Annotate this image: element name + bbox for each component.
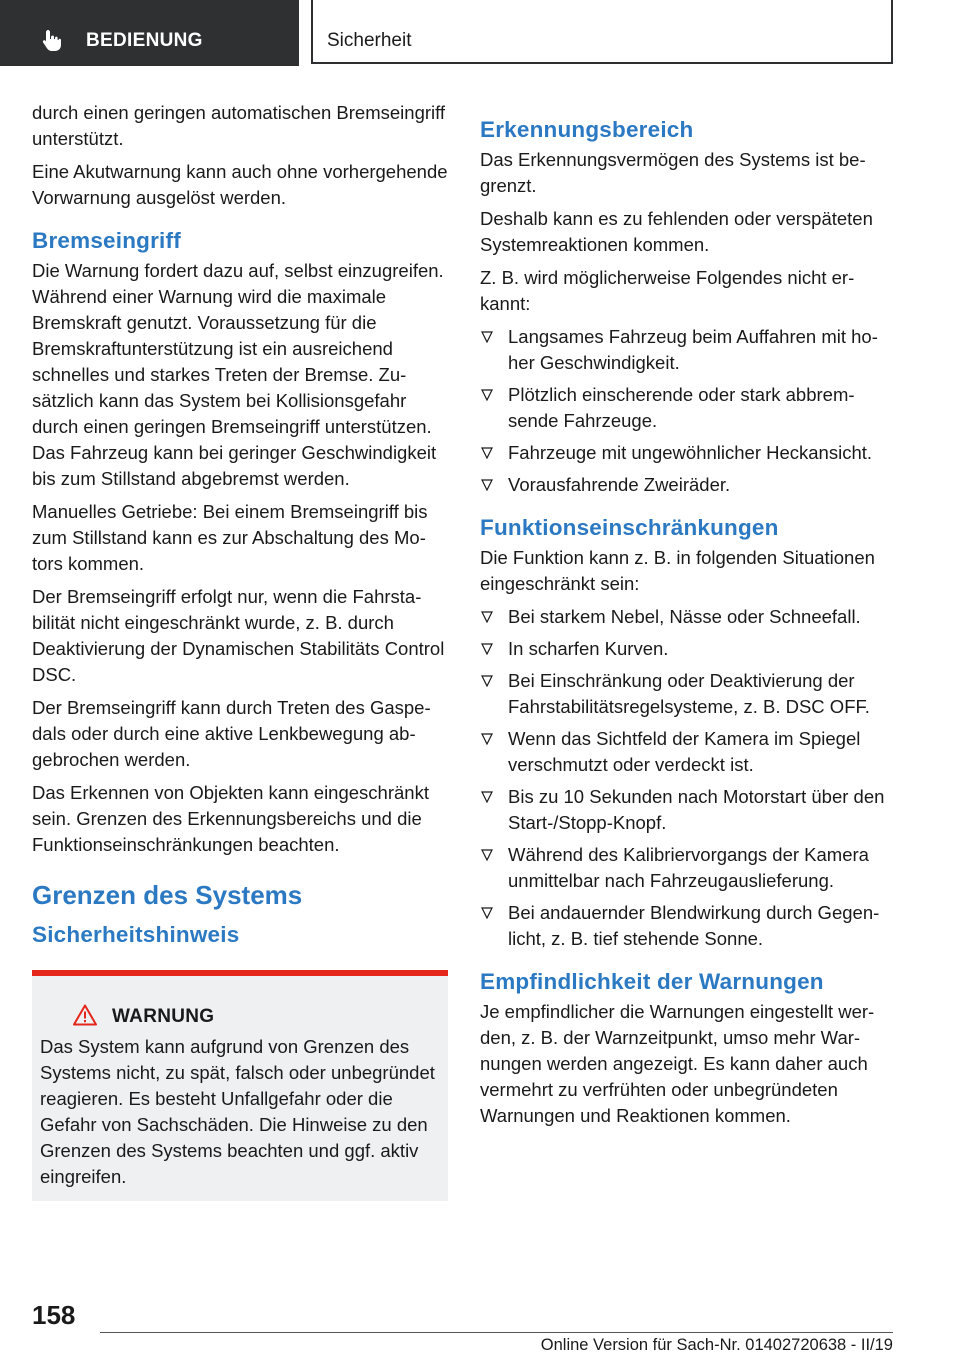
paragraph: Die Warnung fordert dazu auf, selbst einzugreifen. Während einer Warnung wird die maximale Bremskraft genutzt. Voraussetzung für die Bremskraftunterstützung ist ein ausreichend schnelles und starkes Treten der Bremse. Zusätzlich kann das System bei Kollisionsgefahr durch einen geringen Bremseingriff unterstützen. Das Fahrzeug kann bei geringer Geschwindigkeit bis zum Stillstand abgebremst werden. — [32, 260, 444, 489]
paragraph: Manuelles Getriebe: Bei einem Bremseingriff bis zum Stillstand kann es zur Abschaltung des Motors kommen. — [32, 501, 428, 574]
heading-funktionseinschraenkungen: Funktionseinschränkungen — [480, 515, 779, 540]
paragraph: Das Erkennungsvermögen des Systems ist begrenzt. — [480, 149, 866, 196]
heading-sicherheitshinweis: Sicherheitshinweis — [32, 922, 240, 947]
section-title: Sicherheit — [327, 30, 412, 51]
heading-bremseingriff: Bremseingriff — [32, 228, 181, 253]
paragraph: Die Funktion kann z. B. in folgenden Situationen eingeschränkt sein: — [480, 547, 875, 594]
left-column — [32, 100, 450, 952]
paragraph: Deshalb kann es zu fehlenden oder verspäteten Systemreaktionen kommen. — [480, 208, 873, 255]
list-item: In scharfen Kurven. — [480, 636, 898, 662]
paragraph: Je empfindlicher die Warnungen eingestellt werden, z. B. der Warnzeitpunkt, umso mehr Warnungen werden angezeigt. Es kann daher auch vermehrt zu verfrühten oder unbegründeten Warnungen und Reaktionen kommen. — [480, 1001, 875, 1126]
bullet-triangle-icon — [481, 643, 493, 655]
paragraph: durch einen geringen automatischen Bremseingriff unterstützt. — [32, 102, 446, 149]
hand-pointer-icon — [40, 28, 64, 52]
list-item: Langsames Fahrzeug beim Auffahren mit hoher Geschwindigkeit. — [480, 324, 898, 376]
paragraph: Z. B. wird möglicherweise Folgendes nicht erkannt: — [480, 267, 855, 314]
right-column — [480, 100, 898, 1136]
list-item: Bei starkem Nebel, Nässe oder Schneefall. — [480, 604, 898, 630]
list-item: Bei andauernder Blendwirkung durch Gegenlicht, z. B. tief stehende Sonne. — [480, 900, 898, 952]
bullet-triangle-icon — [481, 675, 493, 687]
page-number: 158 — [32, 1300, 76, 1330]
list-item: Bei Einschränkung oder Deaktivierung der Fahrstabilitätsregelsysteme, z. B. DSC OFF. — [480, 668, 898, 720]
tab-label: BEDIENUNG — [86, 30, 203, 51]
list-item: Plötzlich einscherende oder stark abbremsende Fahrzeuge. — [480, 382, 898, 434]
warning-title: WARNUNG — [112, 1006, 215, 1027]
bullet-triangle-icon — [481, 733, 493, 745]
heading-erkennungsbereich: Erkennungsbereich — [480, 117, 694, 142]
list-item: Wenn das Sichtfeld der Kamera im Spiegel verschmutzt oder verdeckt ist. — [480, 726, 898, 778]
footer-divider — [100, 1332, 893, 1333]
list-item: Vorausfahrende Zweiräder. — [480, 472, 898, 498]
bullet-triangle-icon — [481, 447, 493, 459]
list-item: Fahrzeuge mit ungewöhnlicher Heckansicht. — [480, 440, 898, 466]
bullet-triangle-icon — [481, 907, 493, 919]
bullet-triangle-icon — [481, 331, 493, 343]
paragraph: Das Erkennen von Objekten kann eingeschränkt sein. Grenzen des Erkennungsbereichs und die Funktionseinschränkungen beachten. — [32, 782, 429, 855]
header-tab-bedienung — [0, 0, 299, 66]
warning-triangle-icon — [73, 1004, 97, 1026]
heading-empfindlichkeit: Empfindlichkeit der Warnungen — [480, 969, 824, 994]
header-section-box — [311, 0, 893, 64]
warning-text: Das System kann aufgrund von Grenzen des Systems nicht, zu spät, falsch oder unbegründet reagieren. Es besteht Unfallgefahr oder die Gefahr von Sachschäden. Die Hinweise zu den Grenzen des Systems beachten und ggf. aktiv eingreifen. — [40, 1036, 435, 1187]
list-item: Während des Kalibriervorgangs der Kamera unmittelbar nach Fahrzeugauslieferung. — [480, 842, 898, 894]
bullet-triangle-icon — [481, 791, 493, 803]
list-funktion — [480, 604, 898, 952]
paragraph: Eine Akutwarnung kann auch ohne vorhergehende Vorwarnung ausgelöst werden. — [32, 161, 448, 208]
footer-online-version: Online Version für Sach-Nr. 01402720638 - II/19 — [540, 1336, 893, 1354]
bullet-triangle-icon — [481, 389, 493, 401]
paragraph: Der Bremseingriff kann durch Treten des Gaspedals oder durch eine aktive Lenkbewegung abgebrochen werden. — [32, 697, 431, 770]
paragraph: Der Bremseingriff erfolgt nur, wenn die Fahrstabilität nicht eingeschränkt wurde, z. B. durch Deaktivierung der Dynamischen Stabilitäts Control DSC. — [32, 586, 445, 685]
heading-grenzen-des-systems: Grenzen des Systems — [32, 880, 303, 910]
bullet-triangle-icon — [481, 479, 493, 491]
list-item: Bis zu 10 Sekunden nach Motorstart über den Start-/Stopp-Knopf. — [480, 784, 898, 836]
warning-box — [32, 970, 448, 1201]
bullet-triangle-icon — [481, 849, 493, 861]
bullet-triangle-icon — [481, 611, 493, 623]
list-erkennung — [480, 324, 898, 498]
